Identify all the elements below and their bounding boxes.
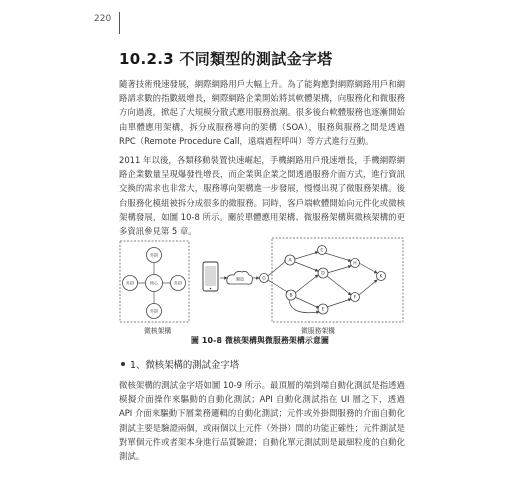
microservice-diagram [268, 238, 403, 322]
node-c-label: C [320, 248, 324, 254]
plugin-label-top: 外掛 [150, 252, 158, 258]
node-d-label: D [321, 271, 325, 277]
subsection-title: 1、微核架構的測試金字塔 [130, 360, 240, 371]
plugin-label-bottom: 外掛 [150, 308, 158, 314]
section-title: 10.2.3 不同類型的測試金字塔 [119, 50, 333, 68]
subsection-heading [121, 357, 239, 371]
microkernel-label: 微核架構 [144, 327, 172, 335]
page-number-rule [119, 12, 120, 34]
architecture-diagram [119, 235, 405, 335]
cloud-icon [227, 271, 253, 284]
page-number: 220 [94, 14, 112, 24]
paragraph-intro: 隨著技術飛速發展，網際網路用戶大幅上升。為了能夠應對網際網路用戶和網路請求數的指數級增長，網際網路企業開始將其軟體架構，向服務化和微服務方向過渡，掀起了大規模分散式應用服務浪潮。很多後台軟體服務也逐漸開始由單體應用架構，拆分成服務導向的架構（SOA），服務與服務之間是透過 RPC（Remote Procedure Call，遠端過程呼叫）等方式進行互動。 [119, 79, 405, 146]
node-f-label: F [353, 295, 357, 301]
core-label: 核心 [150, 280, 158, 286]
paragraph-mobile: 2011 年以後，各類移動裝置快速崛起，手機網路用戶飛速增長，手機網際網路企業數量呈現爆發性增長，而企業與企業之間透過服務介面方式，進行資訊交換的需求也非常大，服務導向架構進一步發展，慢慢出現了微服務架構。後台服務化模組被拆分成很多的微服務。同時，客戶端軟體開始向元件化或微核架構發展，如圖 10-8 所示。關於單體應用架構、微服務架構與微核架構的更多資訊參見第 5 章。 [119, 155, 405, 237]
figure-caption: 圖 10-8 微核架構與微服務架構示意圖 [190, 336, 330, 345]
gateway-label: 閘道 [236, 276, 244, 282]
plugin-label-left: 外掛 [126, 280, 134, 286]
plugin-label-right: 外掛 [174, 280, 182, 286]
bullet-icon [121, 362, 125, 366]
phone-icon [203, 262, 218, 291]
node-h-label: H [353, 261, 357, 267]
microservice-label: 微服務架構 [301, 327, 335, 335]
node-k-label: K [379, 274, 383, 280]
microkernel-diagram [120, 241, 189, 322]
node-g-label: G [262, 276, 266, 282]
node-a-label: A [288, 258, 292, 264]
paragraph-microkernel-pyramid: 微核架構的測試金字塔如圖 10-9 所示。最頂層的端到端自動化測試是指透過模擬介面操作來驅動的自動化測試；API 自動化測試指在 UI 層之下，透過 API 介面來驅動下層業務邏輯的自動化測試；元件或外掛間服務的介面自動化測試主要是驗證兩個，或兩個以上元件（外掛）間的功能正確性；元件測試是對單個元件或者架本身進行品質驗證；自動化單元測試則是最細粒度的自動化測試。 [119, 380, 405, 462]
node-b-label: B [289, 293, 293, 299]
node-e-label: E [321, 307, 325, 313]
